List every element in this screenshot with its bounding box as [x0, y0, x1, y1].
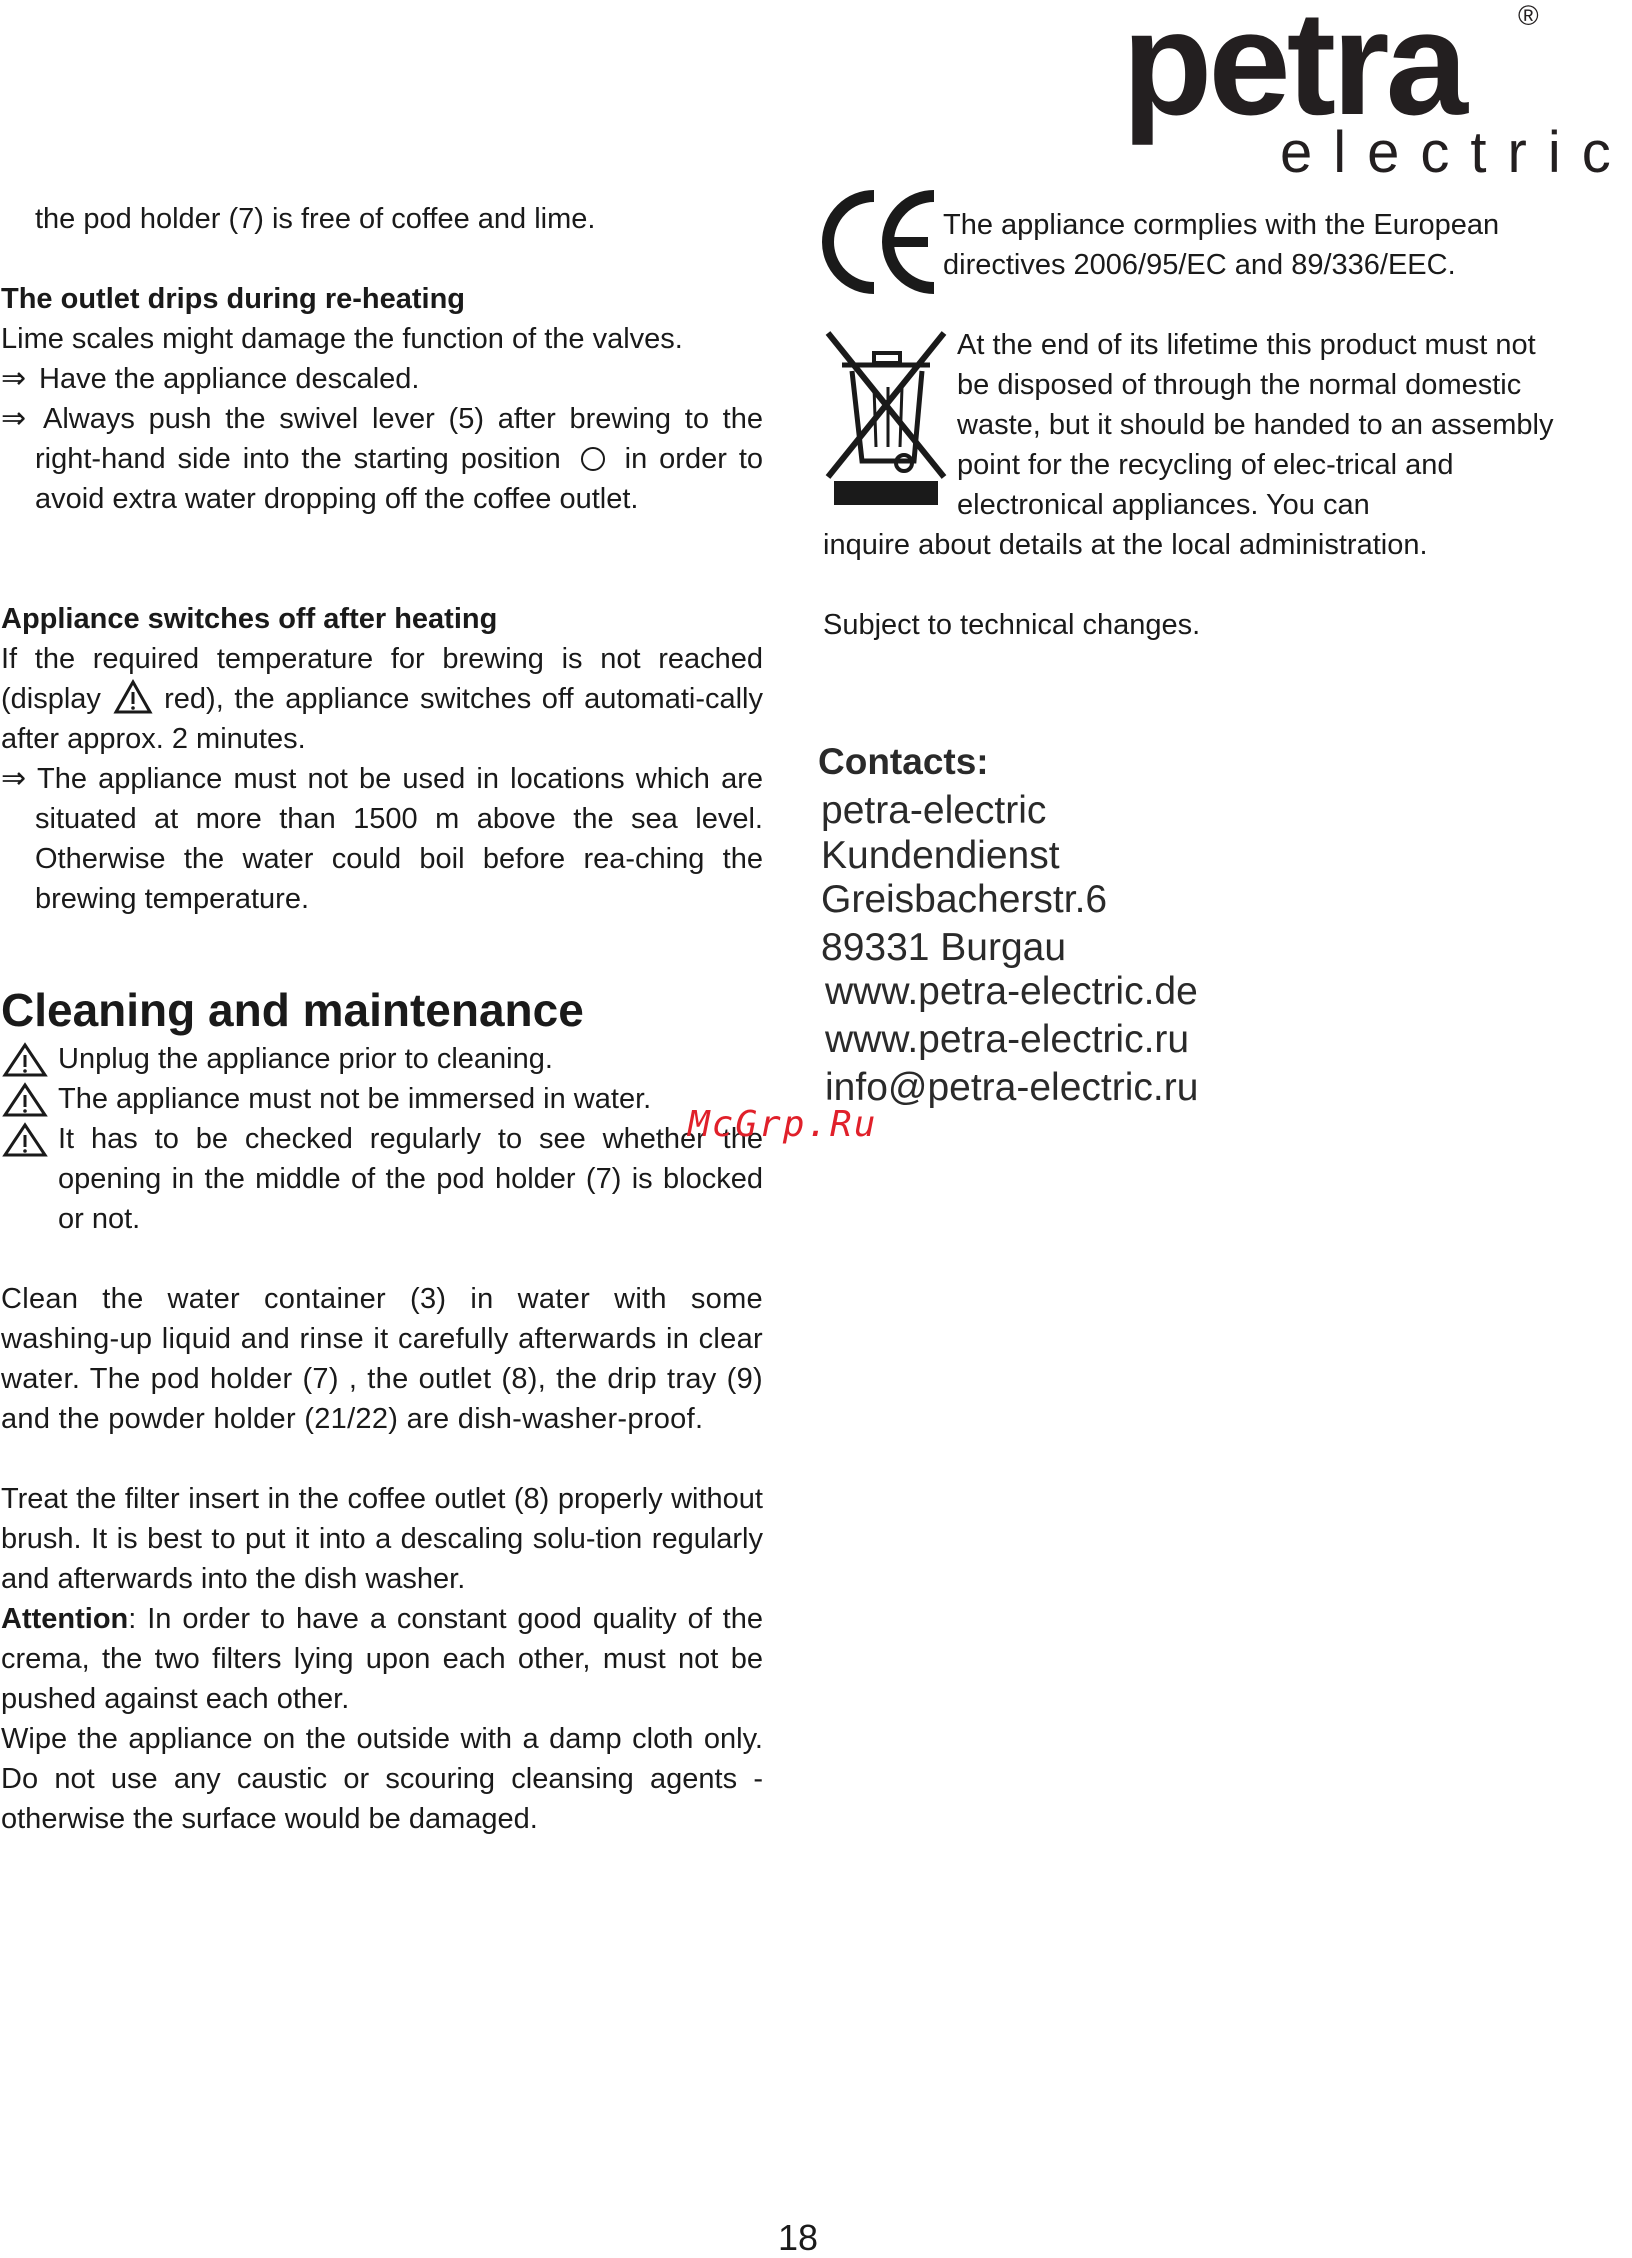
- switches-bullet: ⇒ The appliance must not be used in locations which are situated at more than 1500 m above the sea level. Otherwise the water could boil before rea-ching the brewing temperature.: [1, 759, 763, 921]
- outlet-bullet-2: ⇒ Always push the swivel lever (5) after brewing to the right-hand side into the starting position in order to avoid extra water dropping off the coffee outlet.: [1, 399, 763, 561]
- contact-street: Greisbacherstr.6: [821, 878, 1108, 921]
- ce-compliance-text: The appliance cormplies with the European directives 2006/95/EC and 89/336/EEC.: [943, 209, 1500, 281]
- switches-heading: Appliance switches off after heating: [1, 603, 498, 635]
- logo-registered-mark: ®: [1518, 0, 1539, 31]
- weee-text-last-line: inquire about details at the local administration.: [823, 529, 1428, 561]
- logo-subtitle: electric: [1280, 120, 1632, 185]
- warning-icon: [3, 1043, 47, 1077]
- cleaning-paragraph-1: Clean the water container (3) in water with some washing-up liquid and rinse it carefully afterwards in clear water. The pod holder (7) , the outlet (8), the drip tray (9) and the powder holder (21/22) are dish-washer-proof.: [1, 1283, 763, 1435]
- warning-icon: [3, 1123, 47, 1157]
- logo-wordmark: petra: [1122, 0, 1464, 146]
- attention-label: Attention: [1, 1603, 129, 1635]
- contact-department: Kundendienst: [821, 834, 1060, 877]
- cleaning-paragraph-2: Treat the filter insert in the coffee outlet (8) properly without brush. It is best to put it into a descaling solu-tion regularly and afterwards into the dish washer.: [1, 1483, 763, 1595]
- contact-email[interactable]: info@petra-electric.ru: [825, 1066, 1199, 1109]
- contact-website-ru[interactable]: www.petra-electric.ru: [825, 1018, 1190, 1061]
- circle-icon: [581, 447, 605, 471]
- subject-to-change: Subject to technical changes.: [823, 609, 1201, 641]
- outlet-text: Lime scales might damage the function of the valves.: [1, 323, 683, 355]
- ce-mark-icon: [822, 186, 938, 298]
- arrow-icon: ⇒: [1, 762, 27, 795]
- contacts-heading: Contacts:: [818, 741, 989, 782]
- warning-icon: [114, 680, 152, 714]
- switches-text: If the required temperature for brewing is not reached (display red), the appliance switches off automati-cally after approx. 2 minutes.: [1, 643, 763, 755]
- weee-bin-icon: [822, 327, 950, 507]
- arrow-icon: ⇒: [1, 402, 27, 435]
- contact-company: petra-electric: [821, 789, 1047, 832]
- page-number: 18: [778, 2217, 819, 2258]
- cleaning-heading: Cleaning and maintenance: [1, 984, 584, 1036]
- arrow-icon: ⇒: [1, 362, 27, 395]
- cleaning-warning-3: It has to be checked regularly to see whether the opening in the middle of the pod holder (7) is blocked or not.: [1, 1119, 763, 1241]
- contact-website-de[interactable]: www.petra-electric.de: [825, 970, 1198, 1013]
- warning-icon: [3, 1083, 47, 1117]
- cleaning-paragraph-3: Wipe the appliance on the outside with a damp cloth only. Do not use any caustic or scouring cleansing agents - otherwise the surface would be damaged.: [1, 1723, 763, 1835]
- cleaning-attention: Attention: In order to have a constant good quality of the crema, the two filters lying upon each other, must not be pushed against each other.: [1, 1603, 763, 1715]
- intro-line: the pod holder (7) is free of coffee and lime.: [35, 203, 596, 235]
- outlet-heading: The outlet drips during re-heating: [1, 283, 465, 315]
- watermark: McGrp.Ru: [688, 1104, 878, 1145]
- logo: [1120, 0, 1632, 185]
- contact-city: 89331 Burgau: [821, 926, 1067, 969]
- weee-text: At the end of its lifetime this product must not be disposed of through the normal domestic waste, but it should be handed to an assembly point for the recycling of elec-trical and electronical appliances. You can: [957, 329, 1554, 521]
